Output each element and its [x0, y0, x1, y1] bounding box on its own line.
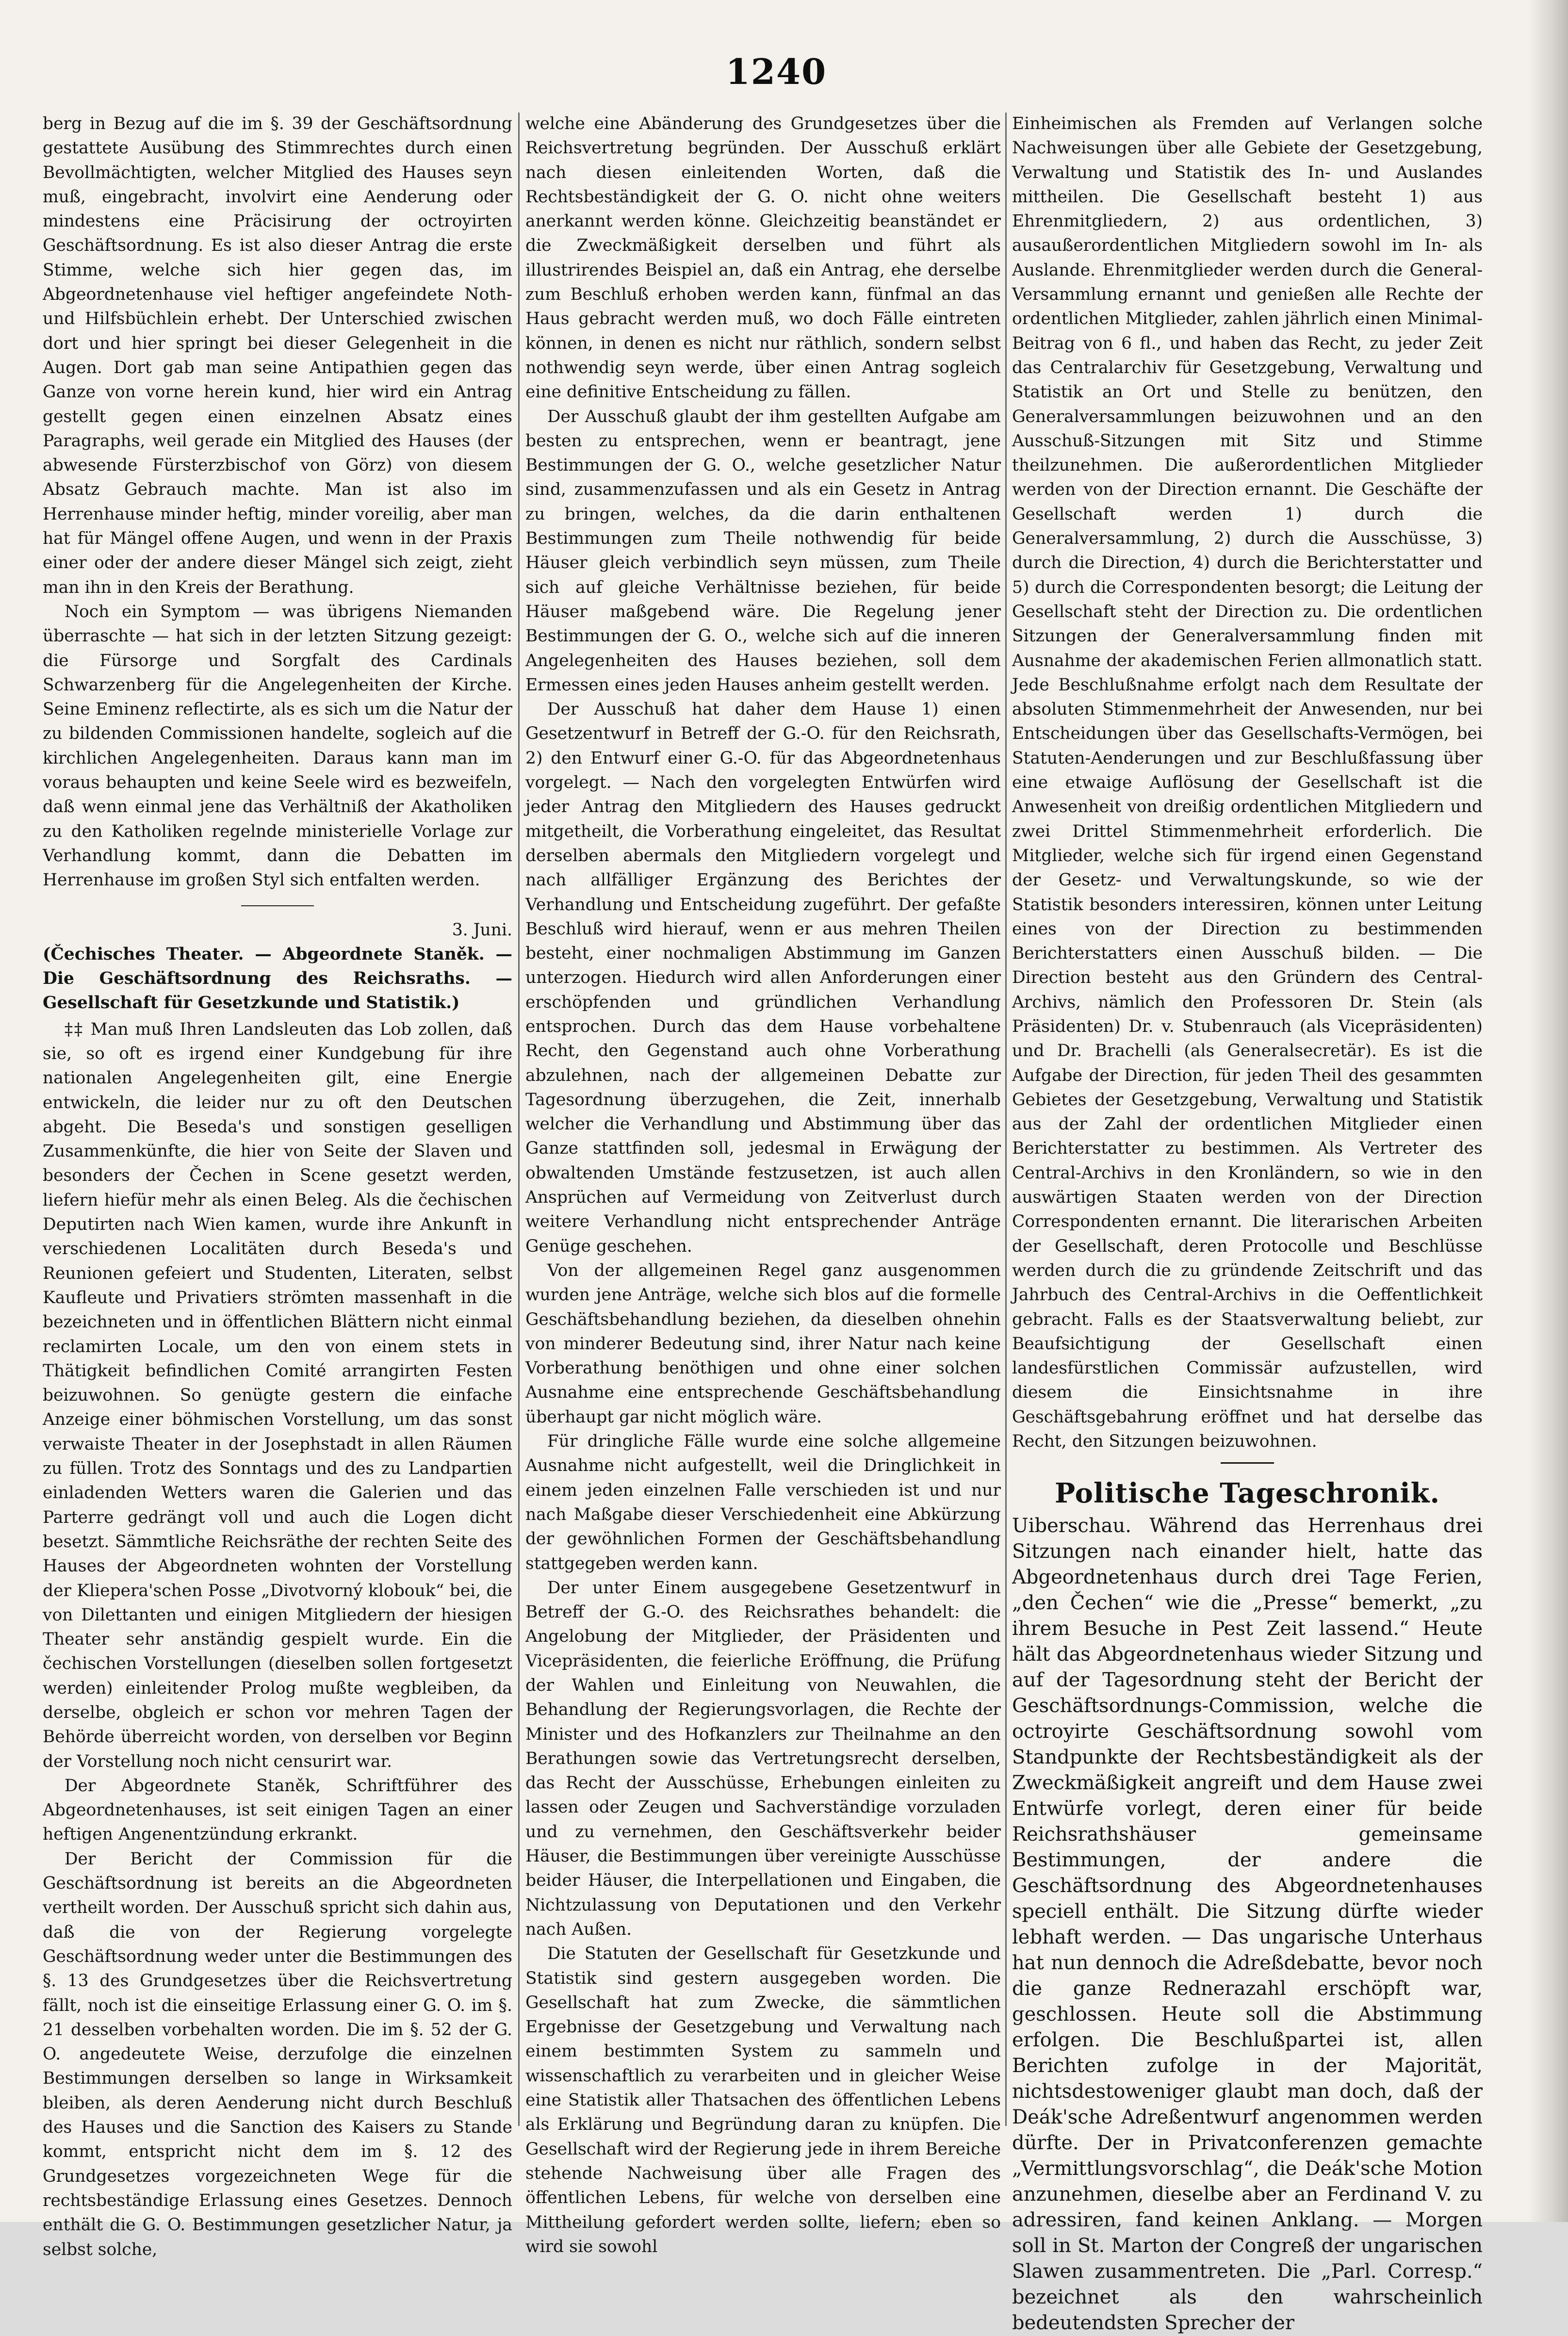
paragraph: ‡‡ Man muß Ihren Landsleuten das Lob zollen, daß sie, so oft es irgend einer Kundgebung für ihre nationalen Angelegenheiten gilt, eine Energie entwickeln, die leider nur zu oft den Deutschen abgeht. Die Beseda's und sonstigen geselligen Zusammenkünfte, die hier von Seite der Slaven und besonders der Čechen in Scene gesetzt werden, liefern hiefür mehr als einen Beleg. Als die čechischen Deputirten nach Wien kamen, wurde ihre Ankunft in verschiedenen Localitäten durch Beseda's und Reunionen gefeiert und Studenten, Literaten, selbst Kaufleute und Privatiers strömten massenhaft in die bezeichneten und in öffentlichen Blättern nicht einmal reclamirten Locale, um den von einem stets in Thätigkeit befindlichen Comité arrangirten Festen beizuwohnen. So genügte gestern die einfache Anzeige einer böhmischen Vorstellung, um das sonst verwaiste Theater in der Josephstadt in allen Räumen zu füllen. Trotz des Sonntags und des zu Landpartien einladenden Wetters waren die Galerien und das Parterre gedrängt voll und auch die Logen dicht besetzt. Sämmtliche Reichsräthe der rechten Seite des Hauses der Abgeordneten wohnten der Vorstellung der Kliepera'schen Posse „Divotvorný klobouk“ bei, die von Dilettanten und einigen Mitgliedern der hiesigen Theater sehr anständig gespielt wurde. Ein die čechischen Vorstellungen (dieselben sollen fortgesetzt werden) einleitender Prolog mußte wegbleiben, da derselbe, obgleich er schon vor mehren Tagen der Behörde überreicht worden, von derselben vor Beginn der Vorstellung noch nicht censurirt war.: [43, 1019, 512, 1771]
paragraph: Die Statuten der Gesellschaft für Gesetzkunde und Statistik sind gestern ausgegeben worden. Die Gesellschaft hat zum Zwecke, die sämmtlichen Ergebnisse der Gesetzgebung und Verwaltung nach einem bestimmten System zu sammeln und wissenschaftlich zu verarbeiten und in gleicher Weise eine Statistik aller Thatsachen des öffentlichen Lebens als Erklärung und Begründung daran zu knüpfen. Die Gesellschaft wird der Regierung jede in ihrem Bereiche stehende Nachweisung über alle Fragen des öffentlichen Lebens, für welche von derselben eine Mittheilung gefordert werden sollte, liefern; eben so wird sie sowohl: [525, 1944, 1001, 2256]
paragraph: Von der allgemeinen Regel ganz ausgenommen wurden jene Anträge, welche sich blos auf die formelle Geschäftsbehandlung beziehen, da dieselben ohnehin von minderer Bedeutung sind, ihrer Natur nach keine Vorberathung benöthigen und ohne einer solchen Ausnahme eine entsprechende Geschäftsbehandlung überhaupt gar nicht möglich wäre.: [525, 1260, 1001, 1427]
section-divider: [1221, 1462, 1274, 1464]
section-summary: (Čechisches Theater. — Abgeordnete Staněk. — Die Geschäftsordnung des Reichsraths. — Gesellschaft für Gesetzkunde und Statistik.): [43, 944, 512, 1013]
paragraph: welche eine Abänderung des Grundgesetzes über die Reichsvertretung begründen. Der Ausschuß erklärt nach diesen einleitenden Worten, daß die Rechtsbeständigkeit der G. O. nicht ohne weiters anerkannt werden könne. Gleichzeitig beanständet er die Zweckmäßigkeit derselben und führt als illustrirendes Beispiel an, daß ein Antrag, ehe derselbe zum Beschluß erhoben werden kann, fünfmal an das Haus gebracht werden muß, wo doch Fälle eintreten können, in denen es nicht nur räthlich, sondern selbst nothwendig seyn werde, über einen Antrag sogleich eine definitive Entscheidung zu fällen.: [525, 114, 1001, 402]
column-1: [43, 112, 512, 2262]
paragraph: Der Bericht der Commission für die Geschäftsordnung ist bereits an die Abgeordneten vertheilt worden. Der Ausschuß spricht sich dahin aus, daß die von der Regierung vorgelegte Geschäftsordnung weder unter die Bestimmungen des §. 13 des Grundgesetzes über die Reichsvertretung fällt, noch ist die einseitige Erlassung einer G. O. im §. 21 desselben vorbehalten worden. Die im §. 52 der G. O. angedeutete Weise, derzufolge die einzelnen Bestimmungen derselben so lange in Wirksamkeit bleiben, als deren Aenderung nicht durch Beschluß des Hauses und die Sanction des Kaisers zu Stande kommt, entspricht nicht dem im §. 12 des Grundgesetzes vorgezeichneten Wege für die rechtsbeständige Erlassung eines Gesetzes. Dennoch enthält die G. O. Bestimmungen gesetzlicher Natur, ja selbst solche,: [43, 1849, 512, 2259]
paragraph: Uiberschau. Während das Herrenhaus drei Sitzungen nach einander hielt, hatte das Abgeordnetenhaus durch drei Tage Ferien, „den Čechen“ wie die „Presse“ bemerkt, „zu ihrem Besuche in Pest Zeit lassend.“ Heute hält das Abgeordnetenhaus wieder Sitzung und auf der Tagesordnung steht der Bericht der Geschäftsordnungs-Commission, welche die octroyirte Geschäftsordnung sowohl vom Standpunkte der Rechtsbeständigkeit als der Zweckmäßigkeit angreift und dem Hause zwei Entwürfe vorlegt, deren einer für beide Reichsrathshäuser gemeinsame Bestimmungen, der andere die Geschäftsordnung des Abgeordnetenhauses speciell enthält. Die Sitzung dürfte wieder lebhaft werden. — Das ungarische Unterhaus hat nun dennoch die Adreßdebatte, bevor noch die ganze Rednerazahl erschöpft war, geschlossen. Heute soll die Abstimmung erfolgen. Die Beschlußpartei ist, allen Berichten zufolge in der Majorität, nichtsdestoweniger glaubt man doch, daß der Deák'sche Adreßentwurf angenommen werden dürfte. Der in Privatconferenzen gemachte „Vermittlungsvorschlag“, die Deák'sche Motion anzunehmen, dieselbe aber an Ferdinand V. zu adressiren, fand keinen Anklang. — Morgen soll in St. Marton der Congreß der ungarischen Slawen zusammentreten. Die „Parl. Corresp.“ bezeichnet als den wahrscheinlich bedeutendsten Sprecher der: [1012, 1515, 1483, 2335]
page-edge-shadow: [1528, 0, 1568, 2222]
page-number: 1240: [725, 51, 827, 92]
paragraph: berg in Bezug auf die im §. 39 der Geschäftsordnung gestattete Ausübung des Stimmrechtes durch einen Bevollmächtigten, welcher Mitglied des Hauses seyn muß, eingebracht, involvirt eine Aenderung oder mindestens eine Präcisirung der octroyirten Geschäftsordnung. Es ist also dieser Antrag die erste Stimme, welche sich hier gegen das, im Abgeordnetenhause viel heftiger angefeindete Noth- und Hilfsbüchlein erhebt. Der Unterschied zwischen dort und hier springt bei dieser Gelegenheit in die Augen. Dort gab man seine Antipathien gegen das Ganze von vorne herein kund, hier wird ein Antrag gestellt gegen einen einzelnen Absatz eines Paragraphs, weil gerade ein Mitglied des Hauses (der abwesende Fürsterzbischof von Görz) von diesem Absatz Gebrauch machte. Man ist also im Herrenhause minder heftig, minder voreilig, aber man hat für Mängel offene Augen, und wenn in der Praxis einer oder der andere dieser Mängel sich zeigt, zieht man ihn in den Kreis der Berathung.: [43, 114, 512, 597]
paragraph: Für dringliche Fälle wurde eine solche allgemeine Ausnahme nicht aufgestellt, weil die Dringlichkeit in einem jeden einzelnen Falle verschieden ist und nur nach Maßgabe dieser Verschiedenheit eine Abkürzung der gewöhnlichen Formen der Geschäftsbehandlung stattgegeben werden kann.: [525, 1432, 1001, 1573]
column-2: [525, 112, 1001, 2259]
paragraph: Noch ein Symptom — was übrigens Niemanden überraschte — hat sich in der letzten Sitzung gezeigt: die Fürsorge und Sorgfalt des Cardinals Schwarzenberg für die Angelegenheiten der Kirche. Seine Eminenz reflectirte, als es sich um die Natur der zu bildenden Commissionen handelte, sogleich auf die kirchlichen Angelegenheiten. Daraus kann man im voraus behaupten und keine Seele wird es bezweifeln, daß wenn einmal jene das Verhältniß der Akatholiken zu den Katholiken regelnde ministerielle Vorlage zur Verhandlung kommt, dann die Debatten im Herrenhause im großen Styl sich entfalten werden.: [43, 602, 512, 890]
paragraph: Der Ausschuß hat daher dem Hause 1) einen Gesetzentwurf in Betreff der G.-O. für den Reichsrath, 2) den Entwurf einer G.-O. für das Abgeordnetenhaus vorgelegt. — Nach den vorgelegten Entwürfen wird jeder Antrag den Mitgliedern des Hauses gedruckt mitgetheilt, die Vorberathung eingeleitet, das Resultat derselben abermals den Mitgliedern vorgelegt und nach allfälliger Ergänzung des Berichtes der Verhandlung und Entscheidung zugeführt. Der gefaßte Beschluß wird hierauf, wenn er aus mehren Theilen besteht, einer nochmaligen Abstimmung im Ganzen unterzogen. Hiedurch wird allen Anforderungen einer erschöpfenden und gründlichen Verhandlung entsprochen. Durch das dem Hause vorbehaltene Recht, den Gegenstand auch ohne Vorberathung abzulehnen, nach der allgemeinen Debatte zur Tagesordnung überzugehen, die Zeit, innerhalb welcher die Verhandlung und Abstimmung über das Ganze stattfinden soll, jedesmal in Erwägung der obwaltenden Umstände festzusetzen, ist auch allen Ansprüchen auf Vermeidung von Zeitverlust durch weitere Verhandlung nicht entsprechender Anträge Genüge geschehen.: [525, 700, 1001, 1256]
paragraph: Der Abgeordnete Staněk, Schriftführer des Abgeordnetenhauses, ist seit einigen Tagen an einer heftigen Angenentzündung erkrankt.: [43, 1776, 512, 1845]
column-3: [1012, 112, 1483, 2336]
column-rule: [518, 113, 520, 2126]
section-heading: Politische Tageschronik.: [1055, 1477, 1440, 1510]
chronik-section: [1012, 1513, 1483, 2336]
dateline: 3. Juni.: [452, 920, 512, 940]
column-rule: [1005, 113, 1007, 2126]
paragraph: Der unter Einem ausgegebene Gesetzentwurf in Betreff der G.-O. des Reichsrathes behandelt: die Angelobung der Mitglieder, der Präsidenten und Vicepräsidenten, die feierliche Eröffnung, die Prüfung der Wahlen und Einleitung von Neuwahlen, die Behandlung der Regierungsvorlagen, die Rechte der Minister und des Hofkanzlers zur Theilnahme an den Berathungen sowie das Vertretungsrecht derselben, das Recht der Ausschüsse, Erhebungen einleiten zu lassen oder Zeugen und Sachverständige vorzuladen und zu vernehmen, den Geschäftsverkehr beider Häuser, die Bestimmungen über vereinigte Ausschüsse beider Häuser, die Interpellationen und Eingaben, die Nichtzulassung von Deputationen und den Verkehr nach Außen.: [525, 1578, 1001, 1939]
section-divider: [241, 905, 314, 906]
paragraph: Einheimischen als Fremden auf Verlangen solche Nachweisungen über alle Gebiete der Gesetzgebung, Verwaltung und Statistik des In- und Auslandes mittheilen. Die Gesellschaft besteht 1) aus Ehrenmitgliedern, 2) aus ordentlichen, 3) ausaußerordentlichen Mitgliedern sowohl im In- als Auslande. Ehrenmitglieder werden durch die General-Versammlung ernannt und genießen alle Rechte der ordentlichen Mitglieder, zahlen jährlich einen Minimal-Beitrag von 6 fl., und haben das Recht, zu jeder Zeit das Centralarchiv für Gesetzgebung, Verwaltung und Statistik an Ort und Stelle zu benützen, den Generalversammlungen beizuwohnen und an den Ausschuß-Sitzungen mit Sitz und Stimme theilzunehmen. Die außerordentlichen Mitglieder werden von der Direction ernannt. Die Geschäfte der Gesellschaft werden 1) durch die Generalversammlung, 2) durch die Ausschüsse, 3) durch die Direction, 4) durch die Berichterstatter und 5) durch die Correspondenten besorgt; die Leitung der Gesellschaft steht der Direction zu. Die ordentlichen Sitzungen der Generalversammlung finden mit Ausnahme der akademischen Ferien allmonatlich statt. Jede Beschlußnahme erfolgt nach dem Resultate der absoluten Stimmenmehrheit der Anwesenden, nur bei Entscheidungen über das Gesellschafts-Vermögen, bei Statuten-Aenderungen und zur Beschlußfassung über eine etwaige Auflösung der Gesellschaft ist die Anwesenheit von dreißig ordentlichen Mitgliedern und zwei Drittel Stimmenmehrheit erforderlich. Die Mitglieder, welche sich für irgend einen Gegenstand der Gesetz- und Verwaltungskunde, so wie der Statistik besonders interessiren, können unter Leitung eines von der Direction zu bestimmenden Berichterstatters einen Ausschuß bilden. — Die Direction besteht aus den Gründern des Central-Archivs, nämlich den Professoren Dr. Stein (als Präsidenten) Dr. v. Stubenrauch (als Vicepräsidenten) und Dr. Brachelli (als Generalsecretär). Es ist die Aufgabe der Direction, für jeden Theil des gesammten Gebietes der Gesetzgebung, Verwaltung und Statistik aus der Zahl der ordentlichen Mitglieder einen Berichterstatter zu bestimmen. Als Vertreter des Central-Archivs in den Kronländern, so wie in den auswärtigen Staaten werden von der Direction Correspondenten ernannt. Die literarischen Arbeiten der Gesellschaft, deren Protocolle und Beschlüsse werden durch die zu gründende Zeitschrift und das Jahrbuch des Central-Archivs in die Oeffentlichkeit gebracht. Falls es der Staatsverwaltung beliebt, zur Beaufsichtigung der Gesellschaft einen landesfürstlichen Commissär aufzustellen, wird diesem die Einsichtsnahme in ihre Geschäftsgebahrung eröffnet und hat derselbe das Recht, den Sitzungen beizuwohnen.: [1012, 114, 1483, 1452]
paragraph: Der Ausschuß glaubt der ihm gestellten Aufgabe am besten zu entsprechen, wenn er beantragt, jene Bestimmungen der G. O., welche gesetzlicher Natur sind, zusammenzufassen und als ein Gesetz in Antrag zu bringen, welches, da die darin enthaltenen Bestimmungen zum Theile nothwendig für beide Häuser gleich verbindlich seyn müssen, zum Theile sich auf gleiche Verhältnisse beziehen, für beide Häuser maßgebend wäre. Die Regelung jener Bestimmungen der G. O., welche sich auf die inneren Angelegenheiten des Hauses beziehen, soll dem Ermessen eines jeden Hauses anheim gestellt werden.: [525, 407, 1001, 695]
